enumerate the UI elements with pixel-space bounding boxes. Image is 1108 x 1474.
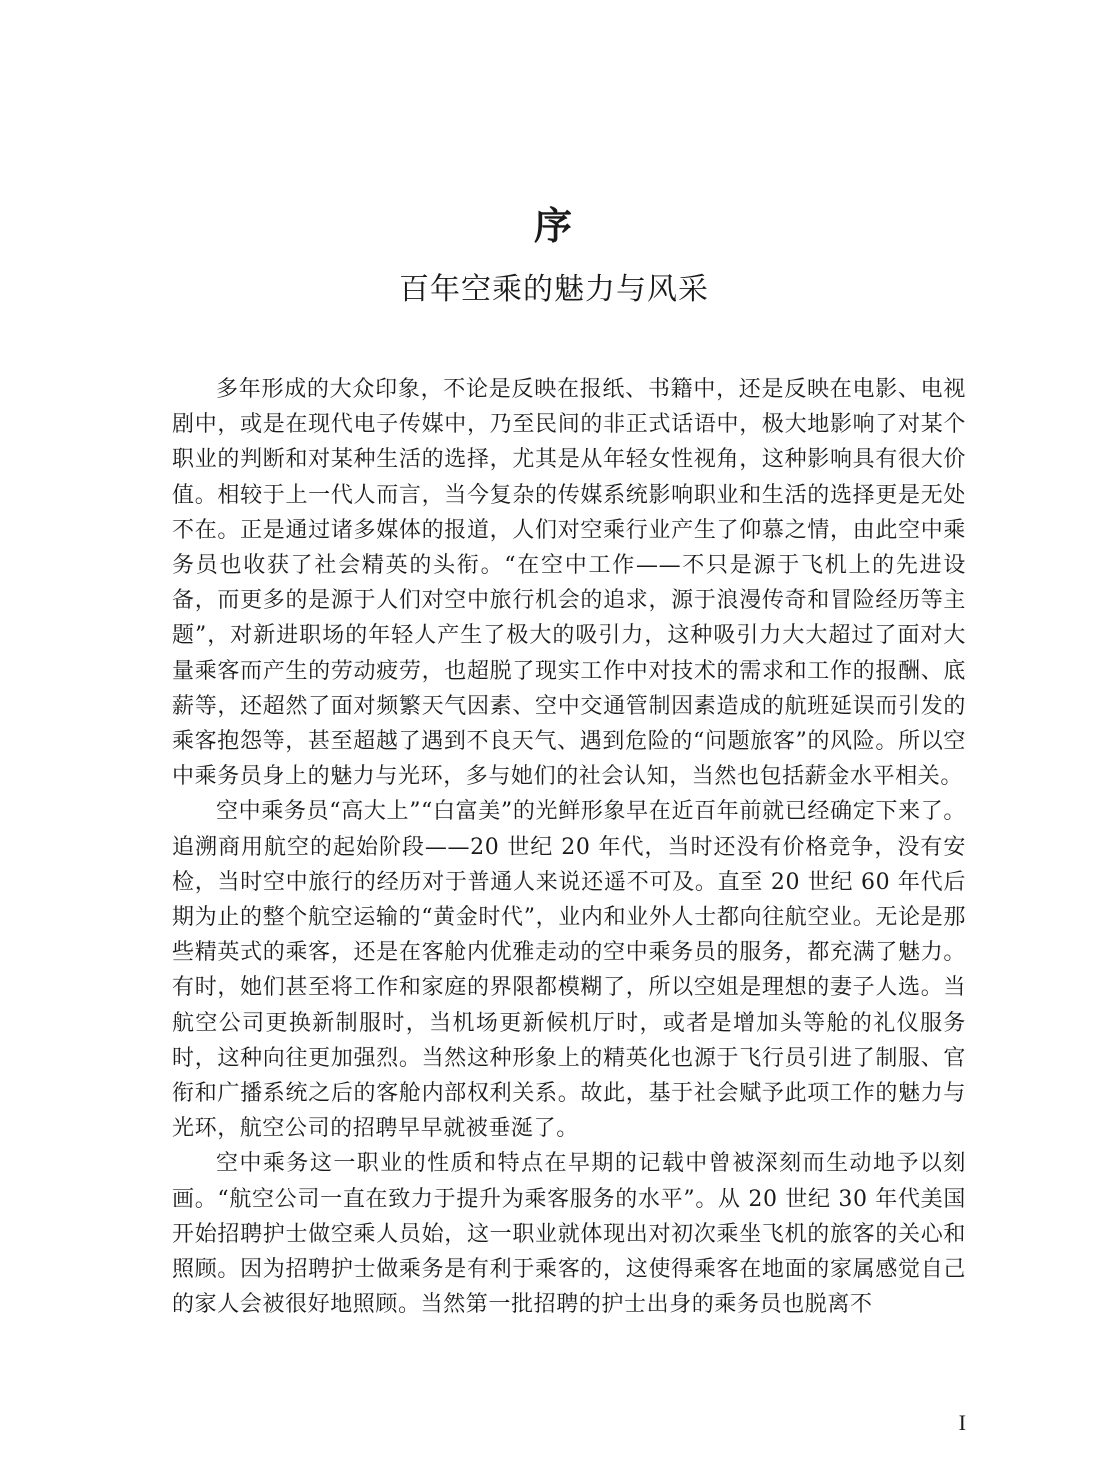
- paragraph-1: 多年形成的大众印象，不论是反映在报纸、书籍中，还是反映在电影、电视剧中，或是在现代电子传媒中，乃至民间的非正式话语中，极大地影响了对某个职业的判断和对某种生活的选择，尤其是从年轻女性视角，这种影响具有很大价值。相较于上一代人而言，当今复杂的传媒系统影响职业和生活的选择更是无处不在。正是通过诸多媒体的报道，人们对空乘行业产生了仰慕之情，由此空中乘务员也收获了社会精英的头衔。“在空中工作——不只是源于飞机上的先进设备，而更多的是源于人们对空中旅行机会的追求，源于浪漫传奇和冒险经历等主题”，对新进职场的年轻人产生了极大的吸引力，这种吸引力大大超过了面对大量乘客而产生的劳动疲劳，也超脱了现实工作中对技术的需求和工作的报酬、底薪等，还超然了面对频繁天气因素、空中交通管制因素造成的航班延误而引发的乘客抱怨等，甚至超越了遇到不良天气、遇到危险的“问题旅客”的风险。所以空中乘务员身上的魅力与光环，多与她们的社会认知，当然也包括薪金水平相关。: [172, 377, 966, 790]
- chapter-subtitle: 百年空乘的魅力与风采: [399, 272, 709, 307]
- paragraph-3: 空中乘务这一职业的性质和特点在早期的记载中曾被深刻而生动地予以刻画。“航空公司一直在致力于提升为乘客服务的水平”。从 20 世纪 30 年代美国开始招聘护士做空乘人员始，这一职业就体现出对初次乘坐飞机的旅客的关心和照顾。因为招聘护士做乘务是有利于乘客的，这使得乘客在地面的家属感觉自己的家人会被很好地照顾。当然第一批招聘的护士出身的乘务员也脱离不: [172, 1151, 966, 1318]
- page-number: I: [958, 1410, 966, 1435]
- paragraph-2: 空中乘务员“高大上”“白富美”的光鲜形象早在近百年前就已经确定下来了。追溯商用航空的起始阶段——20 世纪 20 年代，当时还没有价格竞争，没有安检，当时空中旅行的经历对于普通人来说还遥不可及。直至 20 世纪 60 年代后期为止的整个航空运输的“黄金时代”，业内和业外人士都向往航空业。无论是那些精英式的乘客，还是在客舱内优雅走动的空中乘务员的服务，都充满了魅力。有时，她们甚至将工作和家庭的界限都模糊了，所以空姐是理想的妻子人选。当航空公司更换新制服时，当机场更新候机厅时，或者是增加头等舱的礼仪服务时，这种向往更加强烈。当然这种形象上的精英化也源于飞行员引进了制服、官衔和广播系统之后的客舱内部权利关系。故此，基于社会赋予此项工作的魅力与光环，航空公司的招聘早早就被垂涎了。: [172, 799, 966, 1142]
- body-text: [172, 372, 966, 1322]
- chapter-title: 序: [533, 204, 574, 248]
